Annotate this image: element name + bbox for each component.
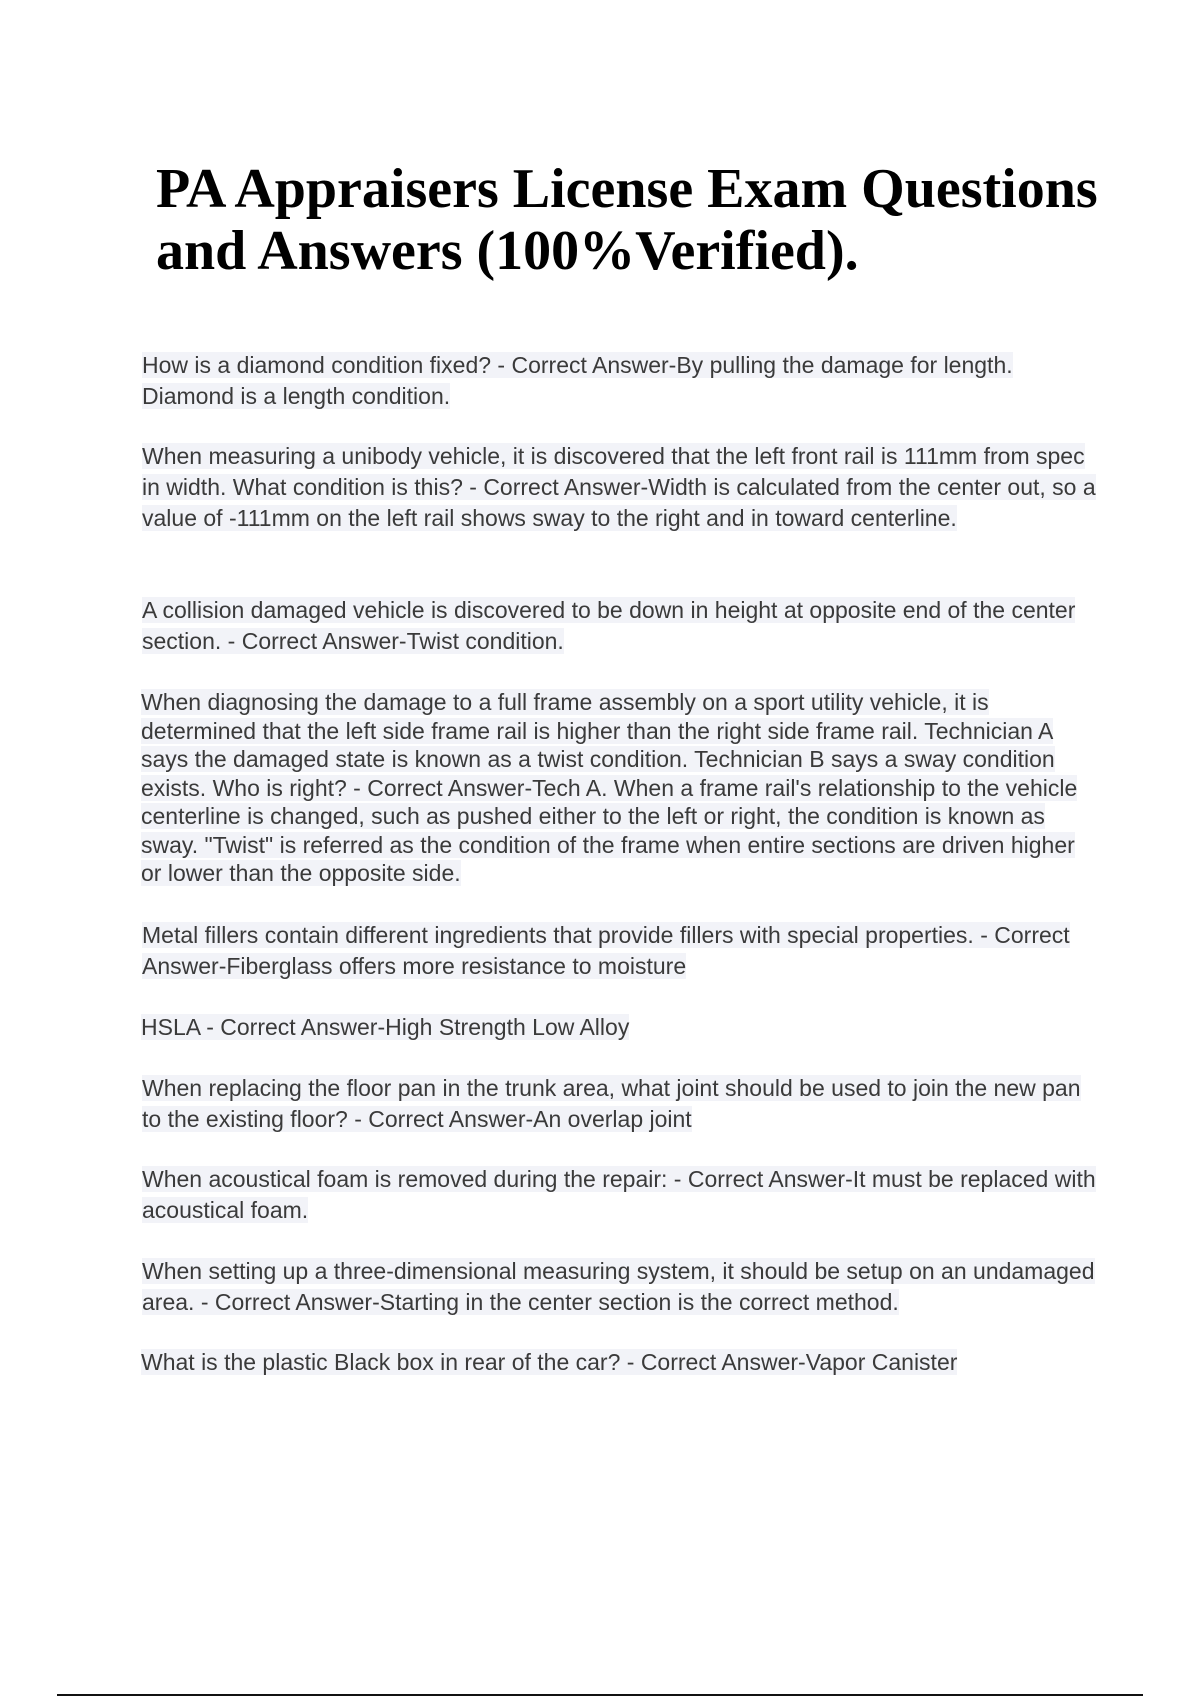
document-title: PA Appraisers License Exam Questions and Answers (100%Verified). (156, 158, 1098, 282)
qa-item-3-text: A collision damaged vehicle is discovered to be down in height at opposite end of the center section. - Correct Answer-Twist condition. (142, 597, 1076, 654)
qa-item-2-text: When measuring a unibody vehicle, it is discovered that the left front rail is 111mm from spec in width. What condition is this? - Correct Answer-Width is calculated from the center out, so a value of -111mm on the left rail shows sway to the right and in toward centerline. (142, 443, 1096, 531)
qa-item-7-text: When replacing the floor pan in the trunk area, what joint should be used to join the new pan to the existing floor? - Correct Answer-An overlap joint (142, 1075, 1081, 1132)
qa-item-9 (142, 1256, 1102, 1318)
qa-item-1 (142, 350, 1102, 412)
qa-item-8 (142, 1164, 1102, 1226)
qa-item-1-text: How is a diamond condition fixed? - Correct Answer-By pulling the damage for length. Diamond is a length condition. (142, 352, 1013, 409)
qa-item-8-text: When acoustical foam is removed during the repair: - Correct Answer-It must be replaced with acoustical foam. (142, 1166, 1096, 1223)
qa-item-9-text: When setting up a three-dimensional measuring system, it should be setup on an undamaged area. - Correct Answer-Starting in the center section is the correct method. (142, 1258, 1095, 1315)
qa-item-3 (142, 595, 1102, 657)
qa-item-6 (141, 1012, 1101, 1043)
qa-item-10-text: What is the plastic Black box in rear of the car? - Correct Answer-Vapor Canister (141, 1349, 958, 1375)
qa-item-6-text: HSLA - Correct Answer-High Strength Low Alloy (141, 1014, 630, 1040)
qa-item-10 (141, 1347, 1101, 1378)
qa-item-4-text: When diagnosing the damage to a full frame assembly on a sport utility vehicle, it is determined that the left side frame rail is higher than the right side frame rail. Technician A says the damaged state is known as a twist condition. Technician B says a sway condition exists. Who is right? - Correct Answer-Tech A. When a frame rail's relationship to the vehicle centerline is changed, such as pushed either to the left or right, the condition is known as sway. "Twist" is referred as the condition of the frame when entire sections are driven higher or lower than the opposite side. (141, 689, 1078, 886)
footer-divider (57, 1694, 1143, 1696)
qa-item-5 (142, 920, 1102, 982)
qa-item-7 (142, 1073, 1102, 1135)
qa-item-5-text: Metal fillers contain different ingredients that provide fillers with special properties. - Correct Answer-Fiberglass offers more resistance to moisture (142, 922, 1070, 979)
qa-item-4 (141, 688, 1101, 888)
qa-item-2 (142, 441, 1102, 534)
